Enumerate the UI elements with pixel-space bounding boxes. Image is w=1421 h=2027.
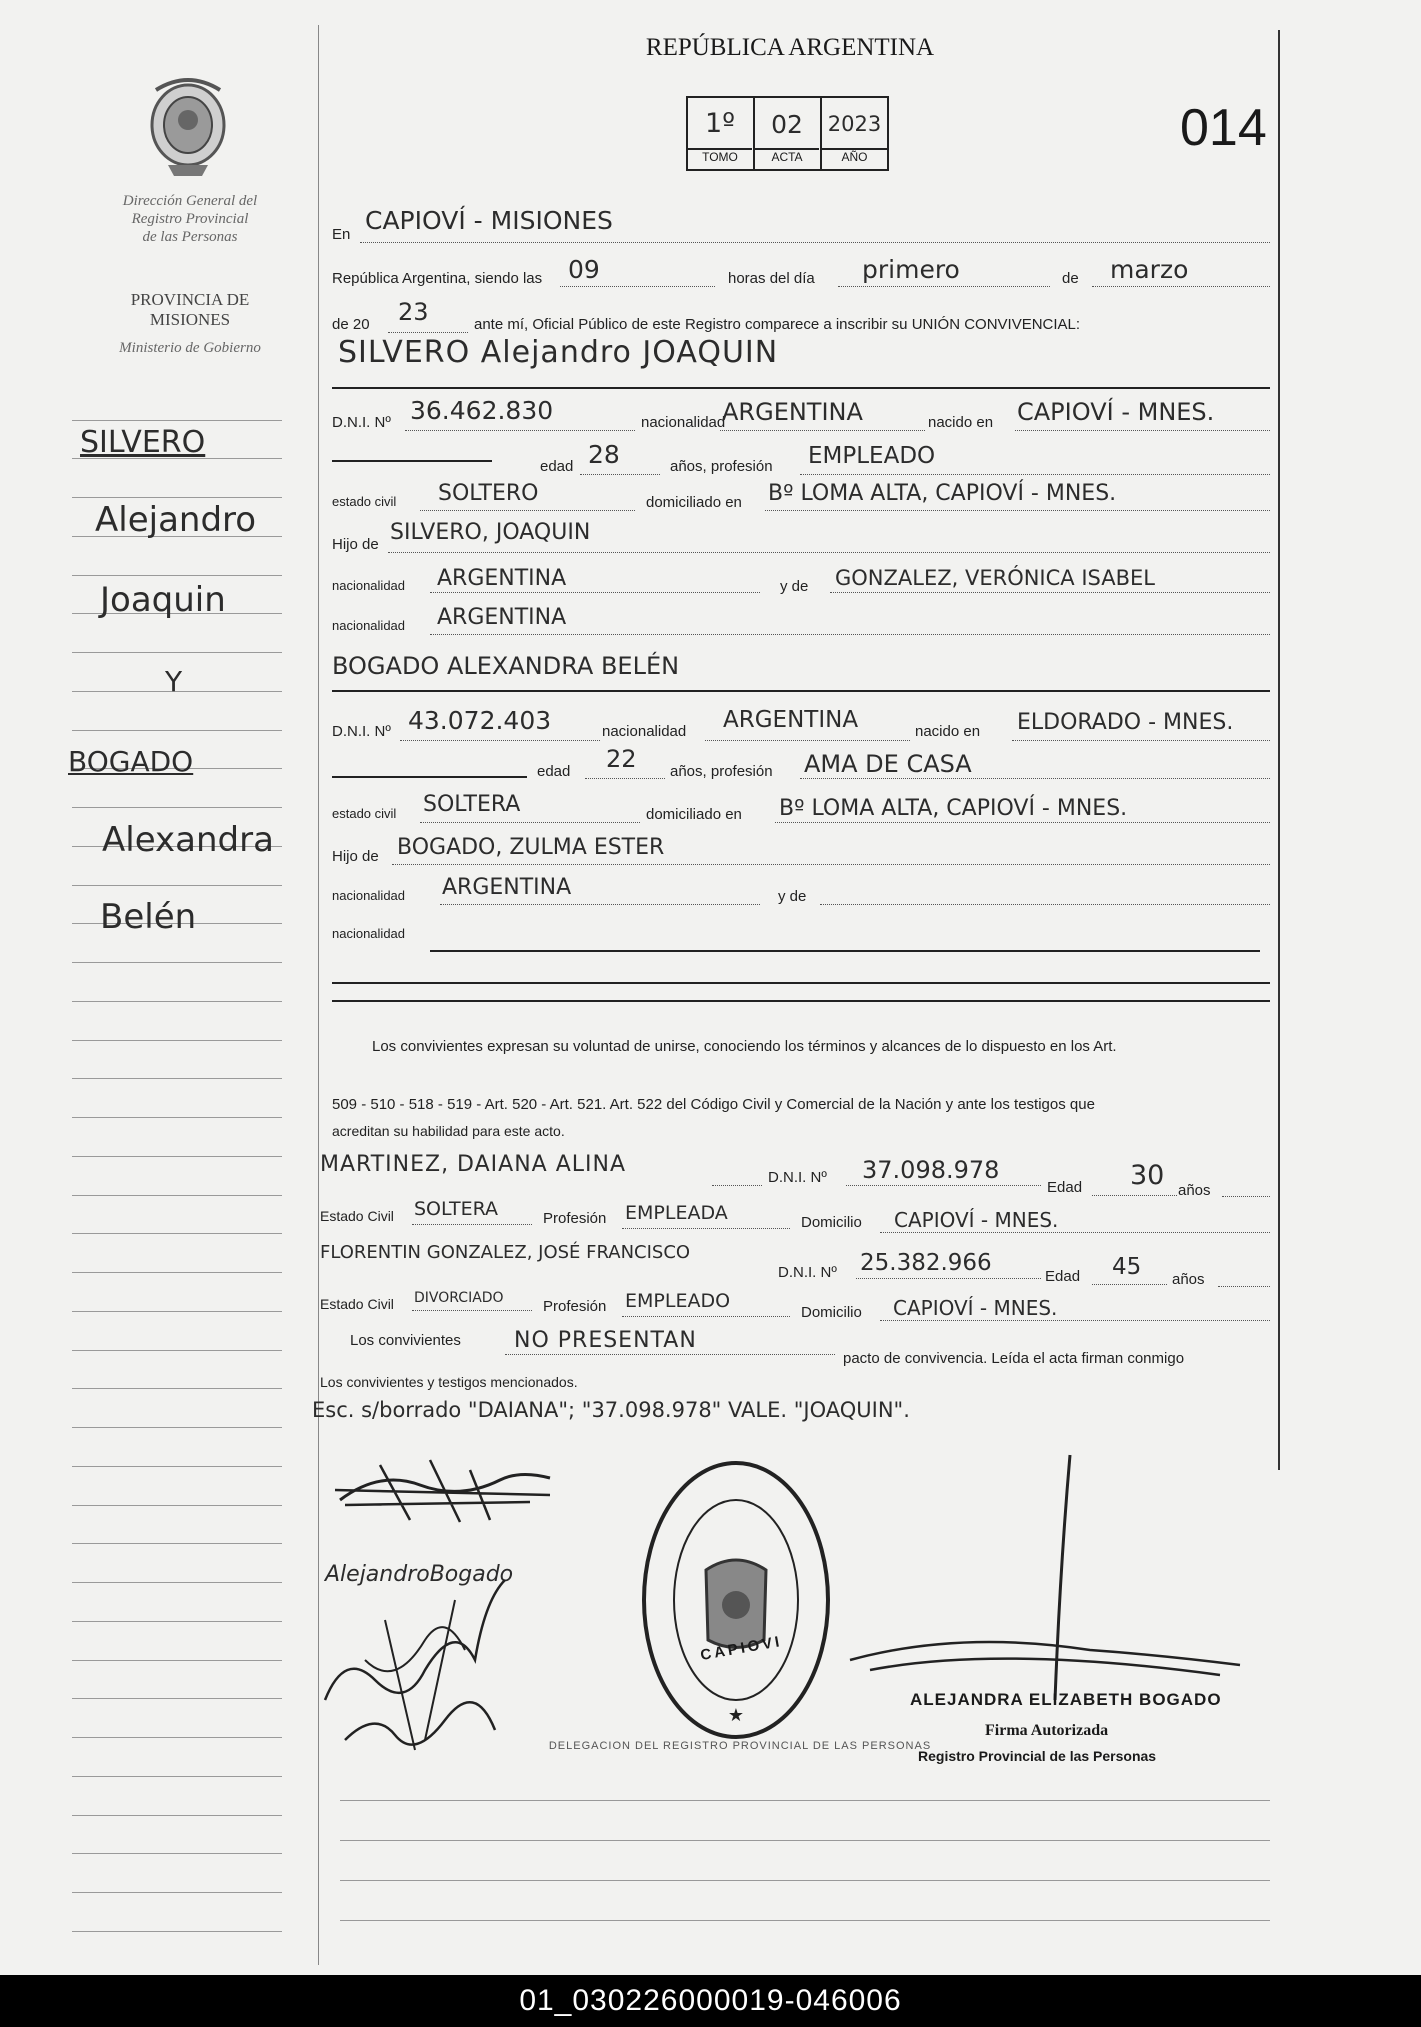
agency-name: Dirección General del Registro Provincial de las Personas (122, 193, 258, 245)
margin-surname-2: BOGADO (68, 745, 194, 778)
person1-mother-nationality: ARGENTINA (437, 605, 567, 630)
file-code: 01_030226000019-046006 (0, 1975, 1421, 2027)
tomo-value: 1º (705, 108, 735, 139)
republic-title: REPÚBLICA ARGENTINA (645, 34, 935, 61)
ano-label: AÑO (822, 148, 887, 170)
ano-value: 2023 (827, 112, 882, 136)
person2-domicile: Bº LOMA ALTA, CAPIOVÍ - MNES. (779, 796, 1128, 821)
witness2-name: FLORENTIN GONZALEZ, JOSÉ FRANCISCO (320, 1242, 691, 1263)
signatures-scribble (305, 1560, 565, 1760)
person1-father-nationality: ARGENTINA (437, 566, 567, 591)
person1-dni: 36.462.830 (410, 396, 554, 425)
person2-name: BOGADO ALEXANDRA BELÉN (332, 652, 680, 680)
margin-conjunction: Y (165, 665, 183, 698)
witness2-profession: EMPLEADO (625, 1290, 731, 1312)
legal-line-2: 509 - 510 - 518 - 519 - Art. 520 - Art. 521. Art. 522 del Código Civil y Comercial de la Nación y ante los testigos que (332, 1096, 1095, 1113)
erratum-note: Esc. s/borrado "DAIANA"; "37.098.978" VALE. "JOAQUIN". (312, 1398, 910, 1422)
witness1-dni: 37.098.978 (862, 1156, 1000, 1184)
person1-profession: EMPLEADO (808, 443, 936, 469)
margin-surname-1: SILVERO (80, 425, 206, 460)
seal-ring-text: DELEGACION DEL REGISTRO PROVINCIAL DE LAS PERSONAS (548, 1740, 932, 1752)
legal-line-3: acreditan su habilidad para este acto. (332, 1123, 565, 1139)
seal-center-text: CAPIOVI (699, 1632, 784, 1665)
official-name: ALEJANDRA ELIZABETH BOGADO (910, 1690, 1222, 1709)
official-title: Firma Autorizada (985, 1722, 1109, 1739)
margin-name-2a: Alexandra (102, 820, 274, 860)
official-registry: Registro Provincial de las Personas (918, 1748, 1157, 1764)
signature-2-text: AlejandroBogado (325, 1562, 514, 1587)
person1-civil: SOLTERO (438, 481, 539, 506)
person1-domicile: Bº LOMA ALTA, CAPIOVÍ - MNES. (768, 481, 1117, 506)
witness1-civil: SOLTERA (414, 1198, 499, 1220)
statement-text: ante mí, Oficial Público de este Registro comparece a inscribir su UNIÓN CONVIVENCIAL: (474, 316, 1081, 333)
margin-name-2b: Belén (100, 897, 197, 937)
official-seal-icon (636, 1455, 836, 1745)
legal-line-1: Los convivientes expresan su voluntad de unirse, conociendo los términos y alcances de lo dispuesto en los Art. (372, 1038, 1117, 1055)
province-crest-icon (138, 70, 238, 180)
svg-text:★: ★ (727, 1705, 745, 1726)
margin-name-1a: Alejandro (95, 500, 257, 540)
pact-line-2: Los convivientes y testigos mencionados. (320, 1374, 578, 1390)
witness1-domicile: CAPIOVÍ - MNES. (894, 1208, 1059, 1232)
pact-value: NO PRESENTAN (514, 1328, 697, 1353)
person1-father: SILVERO, JOAQUIN (390, 520, 591, 545)
person2-civil: SOLTERA (423, 792, 521, 817)
person2-parent: BOGADO, ZULMA ESTER (397, 835, 665, 860)
person1-age: 28 (588, 440, 620, 469)
acta-value: 02 (771, 110, 803, 139)
month-value: marzo (1110, 255, 1189, 284)
witness2-domicile: CAPIOVÍ - MNES. (893, 1296, 1058, 1320)
person2-profession: AMA DE CASA (804, 750, 972, 778)
witness1-name: MARTINEZ, DAIANA ALINA (320, 1152, 627, 1177)
witness1-age: 30 (1130, 1160, 1165, 1191)
person1-mother: GONZALEZ, VERÓNICA ISABEL (835, 566, 1155, 590)
province-name: PROVINCIA DE MISIONES (130, 290, 250, 329)
place-value: CAPIOVÍ - MISIONES (365, 206, 613, 235)
person2-parent-nationality: ARGENTINA (442, 875, 572, 900)
witness-signature-1 (320, 1450, 570, 1530)
hour-value: 09 (568, 255, 600, 284)
official-signature (840, 1450, 1260, 1720)
year-value: 23 (398, 298, 429, 326)
page-number: 014 (1180, 99, 1267, 157)
acta-label: ACTA (755, 148, 819, 170)
person1-birthplace: CAPIOVÍ - MNES. (1017, 398, 1215, 426)
person2-age: 22 (606, 745, 637, 773)
pact-suffix: pacto de convivencia. Leída el acta firman conmigo (843, 1350, 1185, 1367)
ministry-name: Ministerio de Gobierno (119, 340, 261, 356)
witness2-dni: 25.382.966 (860, 1250, 992, 1276)
margin-name-1b: Joaquin (100, 580, 226, 620)
person2-dni: 43.072.403 (408, 706, 552, 735)
witness1-profession: EMPLEADA (625, 1202, 728, 1224)
witness2-age: 45 (1112, 1254, 1142, 1280)
person1-nationality: ARGENTINA (722, 398, 863, 426)
person2-birthplace: ELDORADO - MNES. (1017, 710, 1234, 735)
person1-name: SILVERO Alejandro JOAQUIN (338, 335, 779, 370)
person2-nationality: ARGENTINA (723, 707, 859, 733)
document-page: Dirección General del Registro Provincial de las Personas PROVINCIA DE MISIONES Ministerio de Gobierno SILVERO Alejandro Joaquin Y BOGADO Alexandra Belén REPÚBLICA ARGENTINA 1º 02 2023 TOMO ACTA AÑO 014 En CAPIOVÍ - MISIONES República Argentina, siendo las 09 horas del día primero de marzo de 20 23 ante mí, Oficial Público de este Registro comparece a inscribir su UNIÓN CONVIVENCIAL: SILVERO Alejandro JOAQUIN D.N.I. Nº 36.462.830 nacionalidad ARGENTINA nacido en CAPIOVÍ - MNES. edad 28 años, profesión EMPLEADO estado civil SOLTERO domiciliado en Bº LOMA ALTA, CAPIOVÍ - MNES. Hijo de SILVERO, JOAQUIN nacionalidad ARGENTINA y de GONZALEZ, VERÓNICA ISABEL nacionalidad ARGENTINA BOGADO ALEXANDRA BELÉN D.N.I. Nº 43.072.403 nacionalidad ARGENTINA nacido en ELDORADO - MNES. edad 22 años, profesión AMA DE CASA estado civil SOLTERA domiciliado en Bº LOMA ALTA, CAPIOVÍ - MNES. Hijo de BOGADO, ZULMA ESTER nacionalidad ARGENTINA y de nacionalidad Los convivientes expresan su voluntad de unirse, conociendo los términos y alcances de lo dispuesto en los Art. 509 - 510 - 518 - 519 - Art. 520 - Art. 521. Art. 522 del Código Civil y Comercial de la Nación y ante los testigos que acreditan su habilidad para este acto. MARTINEZ, DAIANA ALINA D.N.I. Nº 37.098.978 Edad 30 años Estado Civil SOLTERA Profesión EMPLEADA Domicilio CAPIOVÍ - MNES. FLORENTIN GONZALEZ, JOSÉ FRANCISCO D.N.I. Nº 25.382.966 Edad 45 años Estado Civil DIVORCIADO Profesión EMPLEADO Domicilio CAPIOVÍ - MNES. Los convivientes NO PRESENTAN pacto de convivencia. Leída el acta firman conmigo Los convivientes y testigos mencionados. Esc. s/borrado "DAIANA"; "37.098.978" VALE. "JOAQUIN". AlejandroBogado ★ CAPIOVI DELEGACION DEL REGISTRO PROVINCIAL DE LAS PERSONAS ALEJANDRA ELIZABETH BOGADO Firma Autorizada Registro Provincial de las Personas (0, 0, 1421, 1975)
witness2-civil: DIVORCIADO (414, 1290, 504, 1306)
tomo-label: TOMO (688, 148, 752, 170)
day-value: primero (862, 255, 960, 284)
